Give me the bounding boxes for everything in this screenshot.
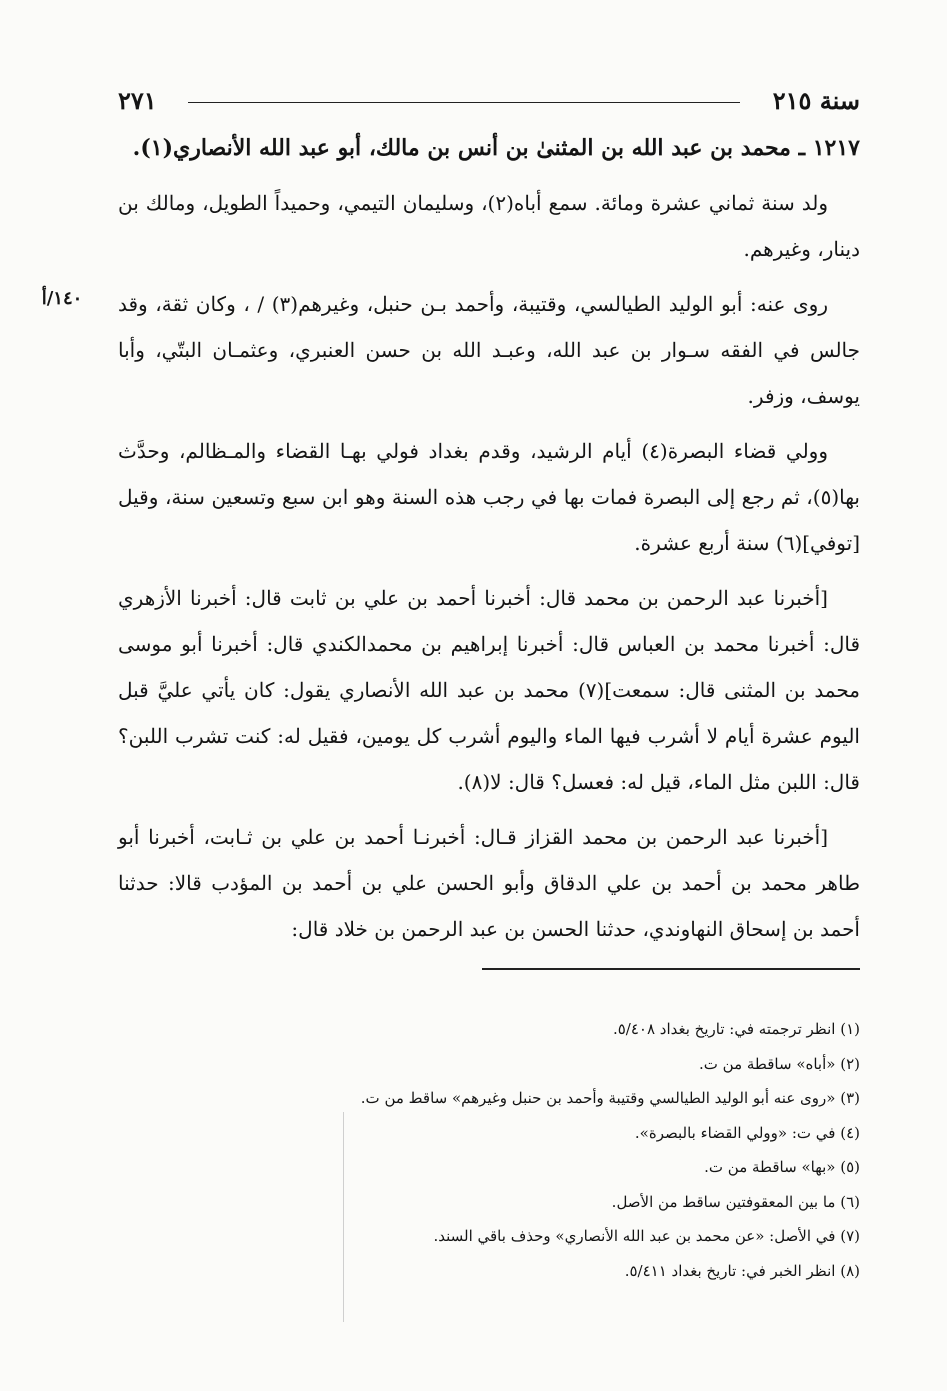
footnote-4: (٤) في ت: «وولي القضاء بالبصرة». — [634, 1123, 860, 1142]
footnote-8: (٨) انظر الخبر في: تاريخ بغداد ٥/٤١١. — [624, 1261, 860, 1280]
paragraph-birth: ولد سنة ثماني عشرة ومائة. سمع أباه(٢)، وسليمان التيمي، وحميداً الطويل، ومالك بن دينار، وغيرهم. — [118, 191, 860, 261]
main-text — [118, 125, 860, 961]
paragraph-report-one: [أخبرنا عبد الرحمن بن محمد قال: أخبرنا أحمد بن علي بن ثابت قال: أخبرنا الأزهري قال: أخبرنا محمد بن العباس قال: أخبرنا إبراهيم بن محمدالكندي قال: أخبرنا أبو موسى محمد بن المثنى قال: سمعت](٧) محمد بن عبد الله الأنصاري يقول: كان يأتي عليَّ قبل اليوم عشرة أيام لا أشرب فيها الماء واليوم أشرب كل يومين، فقيل له: كنت تشرب اللبن؟ قال: اللبن مثل الماء، قيل له: فعسل؟ قال: لا(٨). — [118, 586, 860, 794]
entry-heading: ١٢١٧ ـ محمد بن عبد الله بن المثنىٰ بن أنس بن مالك، أبو عبد الله الأنصاري(١). — [132, 135, 860, 161]
footnote-2: (٢) «أباه» ساقطة من ت. — [699, 1054, 860, 1073]
footnote-5: (٥) «بها» ساقطة من ت. — [704, 1158, 860, 1176]
footnote-1: (١) انظر ترجمته في: تاريخ بغداد ٥/٤٠٨. — [612, 1020, 860, 1038]
footnote-3: (٣) «روى عنه أبو الوليد الطيالسي وقتيبة وأحمد بن حنبل وغيرهم» ساقط من ت. — [360, 1089, 860, 1107]
scan-artifact-line — [343, 1112, 344, 1322]
margin-folio-note: ١٤٠/أ — [41, 288, 83, 309]
running-header — [118, 86, 860, 120]
footnote-6: (٦) ما بين المعقوفتين ساقط من الأصل. — [611, 1192, 860, 1211]
header-year: سنة ٢١٥ — [772, 86, 860, 115]
footnote-7: (٧) في الأصل: «عن محمد بن عبد الله الأنصاري» وحذف باقي السند. — [433, 1227, 860, 1245]
footnote-separator — [482, 968, 860, 970]
paragraph-report-two: [أخبرنا عبد الرحمن بن محمد القزاز قـال: أخبرنـا أحمد بن علي بن ثـابت، أخبرنا أبو طاهر محمد بن أحمد بن علي الدقاق وأبو الحسن علي بن أحمد بن المؤدب قالا: حدثنا أحمد بن إسحاق النهاوندي، حدثنا الحسن بن عبد الرحمن بن خلاد قال: — [118, 825, 860, 941]
page-number: ٢٧١ — [118, 86, 157, 115]
paragraph-judgeship: وولي قضاء البصرة(٤) أيام الرشيد، وقدم بغداد فولي بهـا القضاء والمـظالم، وحدَّث بها(٥)، ثم رجع إلى البصرة فمات بها في رجب هذه السنة وهو ابن سبع وتسعين سنة، وقيل [توفي](٦) سنة أربع عشرة. — [118, 439, 860, 555]
header-rule — [188, 102, 740, 103]
paragraph-narrators: روى عنه: أبو الوليد الطيالسي، وقتيبة، وأحمد بـن حنبل، وغيرهم(٣) / ، وكان ثقة، وقد جالس في الفقه سـوار بن عبد الله، وعبـد الله بن حسن العنبري، وعثمـان البتّي، وأبا يوسف، وزفر. — [118, 292, 860, 408]
footnotes — [118, 1012, 860, 1288]
